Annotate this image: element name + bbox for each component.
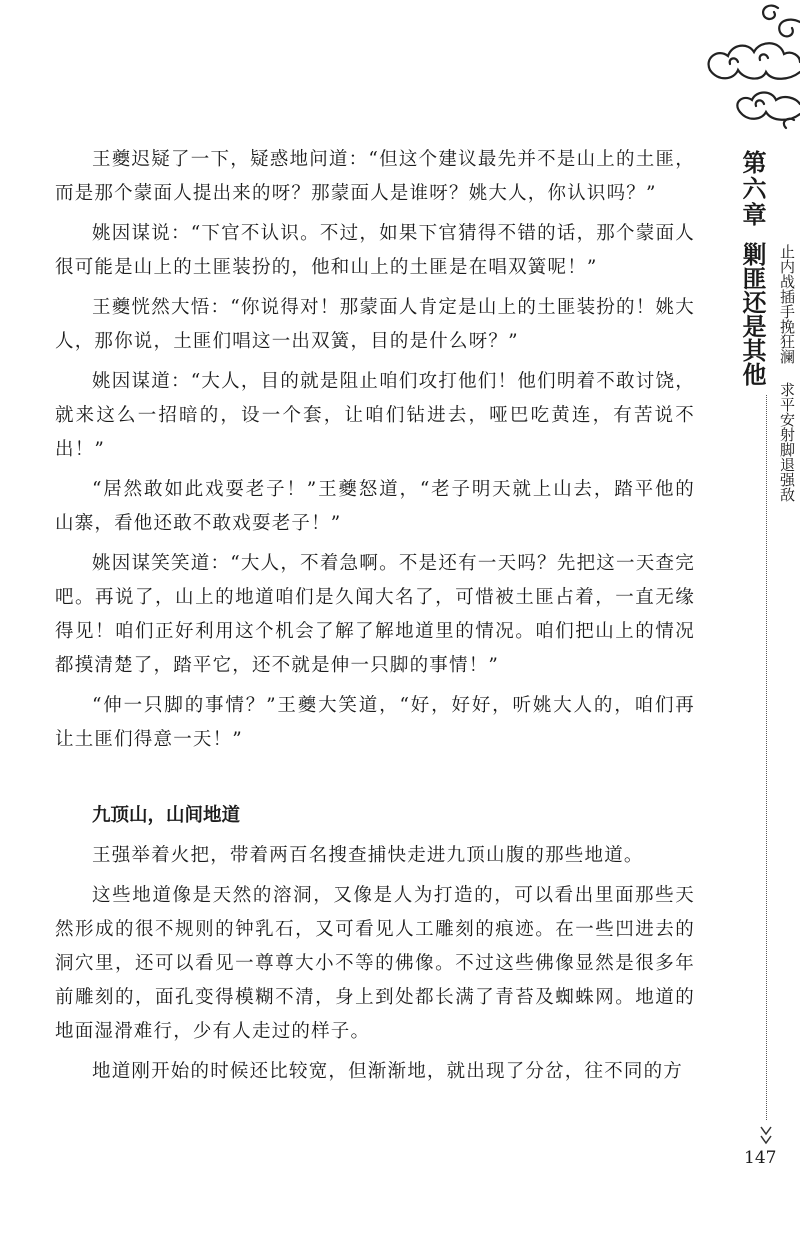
cloud-ornament-icon [700, 0, 800, 150]
main-text [55, 143, 695, 1095]
dotted-divider [766, 395, 767, 1120]
paragraph: “伸一只脚的事情？”王夔大笑道，“好，好好，听姚大人的，咱们再让土匪们得意一天！” [55, 695, 695, 750]
paragraph: 王强举着火把，带着两百名搜查捕快走进九顶山腹的那些地道。 [92, 845, 644, 866]
page-number: 147 [744, 1148, 777, 1168]
paragraph: 这些地道像是天然的溶洞，又像是人为打造的，可以看出里面那些天然形成的很不规则的钟乳石，又可看见人工雕刻的痕迹。在一些凹进去的洞穴里，还可以看见一尊尊大小不等的佛像。不过这些佛像显然是很多年前雕刻的，面孔变得模糊不清，身上到处都长满了青苔及蜘蛛网。地道的地面湿滑难行，少有人走过的样子。 [55, 885, 695, 1042]
chapter-title: 剿匪还是其他 [738, 242, 767, 386]
paragraph: 地道刚开始的时候还比较宽，但渐渐地，就出现了分岔，往不同的方 [92, 1061, 684, 1082]
section-heading: 九顶山，山间地道 [92, 805, 241, 826]
chapter-subtitle-2: 求平安射脚退强敌 [778, 382, 796, 502]
paragraph: “居然敢如此戏耍老子！”王夔怒道，“老子明天就上山去，踏平他的山寨，看他还敢不敢戏耍老子！” [55, 479, 695, 534]
paragraph: 姚因谋道：“大人，目的就是阻止咱们攻打他们！他们明着不敢讨饶，就来这么一招暗的，设一个套，让咱们钻进去，哑巴吃黄连，有苦说不出！” [55, 371, 695, 460]
paragraph: 王夔恍然大悟：“你说得对！那蒙面人肯定是山上的土匪装扮的！姚大人，那你说，土匪们唱这一出双簧，目的是什么呀？” [55, 297, 695, 352]
chapter-subtitle-1: 止内战插手挽狂澜 [778, 244, 796, 364]
paragraph: 王夔迟疑了一下，疑惑地问道：“但这个建议最先并不是山上的土匪，而是那个蒙面人提出来的呀？那蒙面人是谁呀？姚大人，你认识吗？” [55, 149, 695, 204]
chapter-label: 第六章 [738, 150, 767, 228]
chevron-down-icon [756, 1124, 776, 1148]
paragraph: 姚因谋说：“下官不认识。不过，如果下官猜得不错的话，那个蒙面人很可能是山上的土匪装扮的，他和山上的土匪是在唱双簧呢！” [55, 223, 695, 278]
paragraph: 姚因谋笑笑道：“大人，不着急啊。不是还有一天吗？先把这一天查完吧。再说了，山上的地道咱们是久闻大名了，可惜被土匪占着，一直无缘得见！咱们正好利用这个机会了解了解地道里的情况。咱们把山上的情况都摸清楚了，踏平它，还不就是伸一只脚的事情！” [55, 553, 695, 676]
